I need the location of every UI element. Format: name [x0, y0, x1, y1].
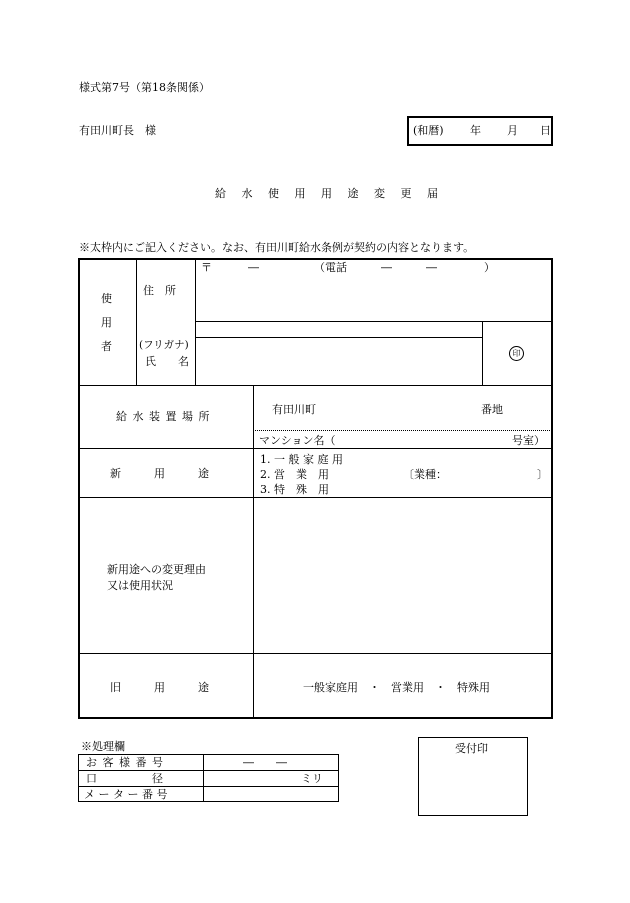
addressee: 有田川町長 様	[79, 124, 156, 137]
date-era: (和暦)	[413, 124, 444, 137]
form-title: 給 水 使 用 用 途 変 更 届	[215, 187, 444, 200]
mansion-label: マンション名（	[259, 434, 336, 447]
user-label-3: 者	[101, 340, 112, 353]
receipt-stamp-label: 受付印	[455, 742, 488, 755]
new-use-label: 新 用 途	[110, 467, 209, 480]
new-use-option-2[interactable]: 2. 営 業 用	[260, 468, 329, 481]
date-day[interactable]: 日	[540, 124, 551, 137]
user-label-1: 使	[101, 292, 112, 305]
phone-close: ）	[484, 261, 495, 274]
address-label: 住 所	[143, 284, 176, 297]
phone-dash-2: ―	[426, 261, 437, 274]
customer-number-value: ― ―	[243, 756, 287, 769]
seal-char: 印	[512, 349, 521, 358]
furigana-label: (フリガナ)	[139, 339, 189, 351]
seal-mark	[509, 346, 524, 361]
furigana-input[interactable]	[196, 322, 481, 336]
new-use-option-1[interactable]: 1. 一 般 家 庭 用	[260, 453, 343, 466]
supply-town: 有田川町	[272, 403, 316, 416]
reason-label-line1: 新用途への変更理由	[107, 563, 206, 576]
business-type-close: 〕	[537, 468, 548, 481]
instruction-notice: ※太枠内にご記入ください。なお、有田川町給水条例が契約の内容となります。	[79, 241, 475, 254]
processing-title: ※処理欄	[81, 740, 125, 753]
name-label: 氏 名	[145, 355, 189, 368]
supply-banchi: 番地	[481, 403, 503, 416]
diameter-unit: ミリ	[301, 772, 323, 785]
reason-label-line2: 又は使用状況	[107, 579, 173, 592]
address-input-area[interactable]	[196, 276, 551, 320]
supply-location-label: 給 水 装 置 場 所	[116, 410, 211, 423]
business-type-label: 〔業種：	[403, 468, 447, 481]
phone-label: （電話	[314, 261, 347, 274]
old-use-options[interactable]: 一般家庭用 ・ 営業用 ・ 特殊用	[303, 681, 490, 694]
customer-number-label: お 客 様 番 号	[86, 756, 164, 769]
postal-mark: 〒	[201, 261, 212, 274]
postal-dash: ―	[248, 261, 259, 274]
diameter-label: 口 径	[86, 772, 163, 785]
new-use-option-3[interactable]: 3. 特 殊 用	[260, 483, 329, 496]
name-input[interactable]	[196, 338, 481, 384]
old-use-label: 旧 用 途	[110, 681, 209, 694]
reason-input-area[interactable]	[254, 498, 552, 652]
meter-number-label: メ ー タ ー 番 号	[84, 788, 168, 801]
phone-dash-1: ―	[381, 261, 392, 274]
form-number: 様式第7号（第18条関係）	[79, 81, 210, 94]
date-month[interactable]: 月	[507, 124, 518, 137]
date-year[interactable]: 年	[470, 124, 481, 137]
user-label-2: 用	[101, 316, 112, 329]
room-label: 号室）	[512, 434, 545, 447]
